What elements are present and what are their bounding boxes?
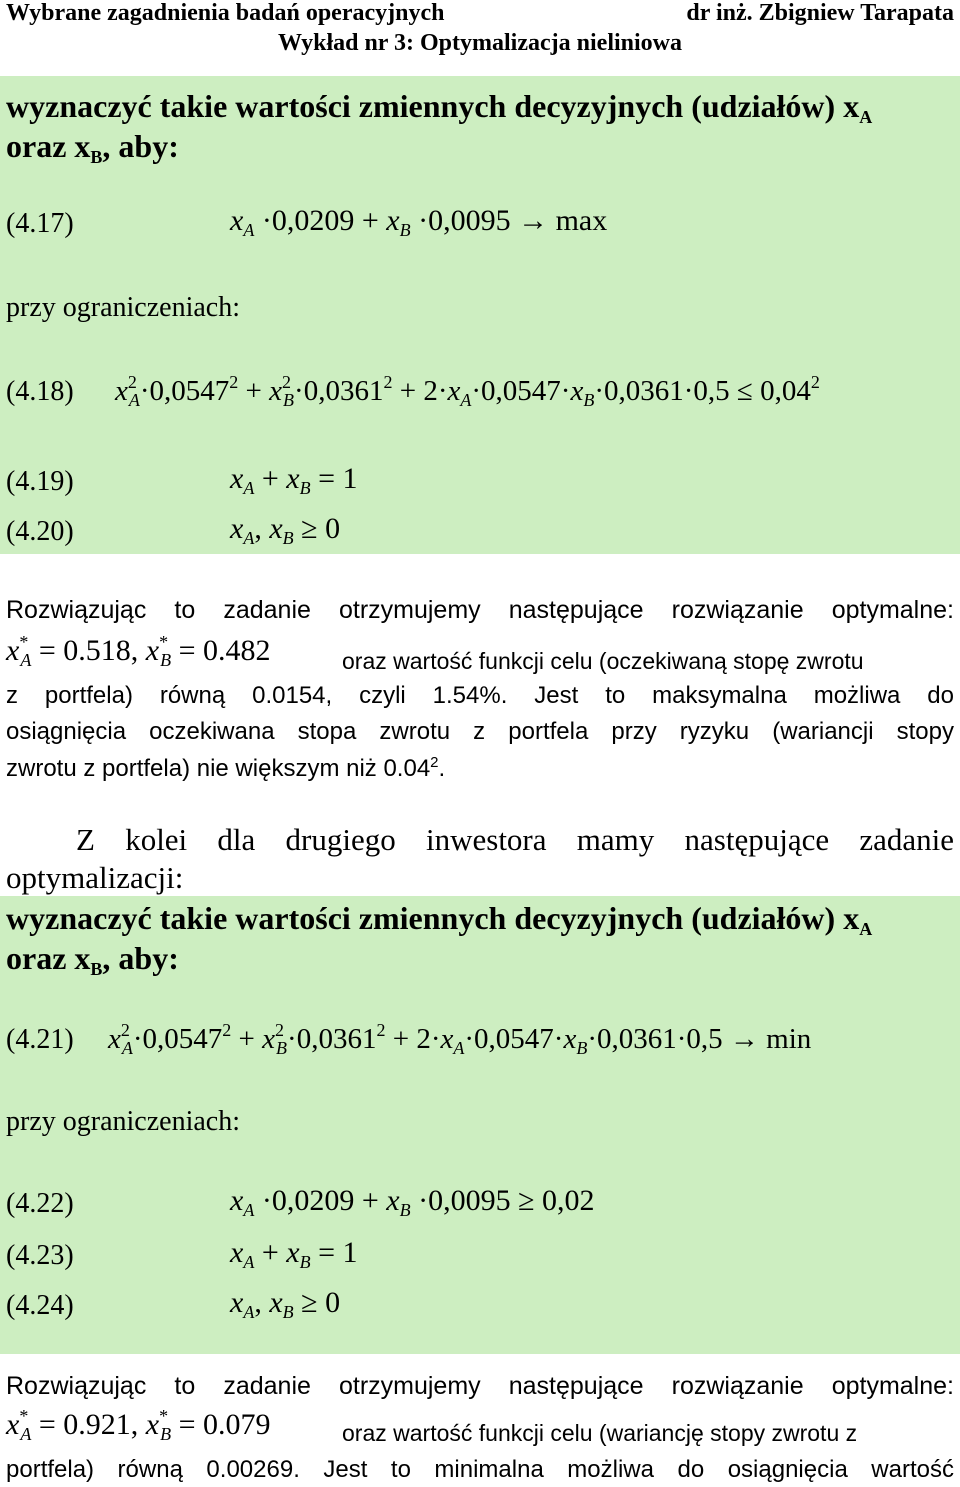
- course-title: Wybrane zagadnienia badań operacyjnych: [6, 0, 445, 26]
- equation-4-18: $x^2_A\cdot 0,0547^2 + x^2_B\cdot 0,0361^2 + 2\cdot x_A\cdot 0,0547\cdot x_B\cdot 0,0361\cdot 0,5 \le 0,04^2$: [115, 372, 820, 410]
- eq-label-4-20: (4.20): [6, 516, 74, 547]
- equation-4-23: $x_A + x_B = 1$: [230, 1236, 358, 1272]
- second-investor-line-1: Z kolei dla drugiego inwestora mamy następujące zadanie: [76, 822, 954, 857]
- equation-4-22: $x_A \cdot 0,0209 + x_B \cdot 0,0095 \ge 0,02$: [230, 1184, 595, 1220]
- equation-4-20: $x_A$, $x_B \ge 0$: [230, 512, 341, 548]
- solution-values-1: $x^*_A = 0.518$, $x^*_B = 0.482$: [6, 632, 271, 670]
- solution-tail-1: oraz wartość funkcji celu (oczekiwaną stopę zwrotu: [342, 648, 864, 674]
- equation-4-17: $x_A \cdot 0,0209 + x_B \cdot 0,0095 \to \max$: [230, 204, 608, 240]
- solution-intro-2: Rozwiązując to zadanie otrzymujemy następujące rozwiązanie optymalne:: [6, 1372, 954, 1400]
- page-header: [0, 0, 960, 62]
- equation-4-19: $x_A + x_B = 1$: [230, 462, 358, 498]
- author-name: dr inż. Zbigniew Tarapata: [686, 0, 954, 26]
- eq-label-4-22: (4.22): [6, 1188, 74, 1219]
- task-statement-line-1: wyznaczyć takie wartości zmiennych decyzyjnych (udziałów) $x_A$: [6, 88, 873, 127]
- eq-label-4-24: (4.24): [6, 1290, 74, 1321]
- solution-tail-2: oraz wartość funkcji celu (wariancję stopy zwrotu z: [342, 1420, 858, 1446]
- second-investor-line-2: optymalizacji:: [6, 860, 184, 895]
- solution-values-2: $x^*_A = 0.921$, $x^*_B = 0.079$: [6, 1406, 271, 1444]
- eq-label-4-19: (4.19): [6, 466, 74, 497]
- equation-4-24: $x_A$, $x_B \ge 0$: [230, 1286, 341, 1322]
- solution-line-3: osiągnięcia oczekiwana stopa zwrotu z portfela przy ryzyku (wariancji stopy: [6, 718, 954, 745]
- task-statement-line-3: wyznaczyć takie wartości zmiennych decyzyjnych (udziałów) $x_A$: [6, 900, 873, 939]
- task-statement-line-2: oraz $x_B$, aby:: [6, 128, 179, 167]
- solution-intro-1: Rozwiązując to zadanie otrzymujemy następujące rozwiązanie optymalne:: [6, 596, 954, 624]
- solution-line-2: z portfela) równą 0.0154, czyli 1.54%. Jest to maksymalna możliwa do: [6, 682, 954, 709]
- eq-label-4-17: (4.17): [6, 208, 74, 239]
- task-statement-line-4: oraz $x_B$, aby:: [6, 940, 179, 979]
- lecture-title: Wykład nr 3: Optymalizacja nieliniowa: [277, 30, 682, 56]
- eq-label-4-21: (4.21): [6, 1024, 74, 1055]
- constraints-label-2: przy ograniczeniach:: [6, 1106, 240, 1137]
- equation-4-21: $x^2_A\cdot 0,0547^2 + x^2_B\cdot 0,0361^2 + 2\cdot x_A\cdot 0,0547\cdot x_B\cdot 0,0361\cdot 0,5 \to \min$: [108, 1020, 812, 1058]
- eq-label-4-23: (4.23): [6, 1240, 74, 1271]
- solution-line-4: zwrotu z portfela) nie większym niż 0.04$^2$.: [6, 754, 446, 782]
- eq-label-4-18: (4.18): [6, 376, 74, 407]
- constraints-label-1: przy ograniczeniach:: [6, 292, 240, 323]
- solution-line-2b: portfela) równą 0.00269. Jest to minimalna możliwa do osiągnięcia wartość: [6, 1456, 954, 1483]
